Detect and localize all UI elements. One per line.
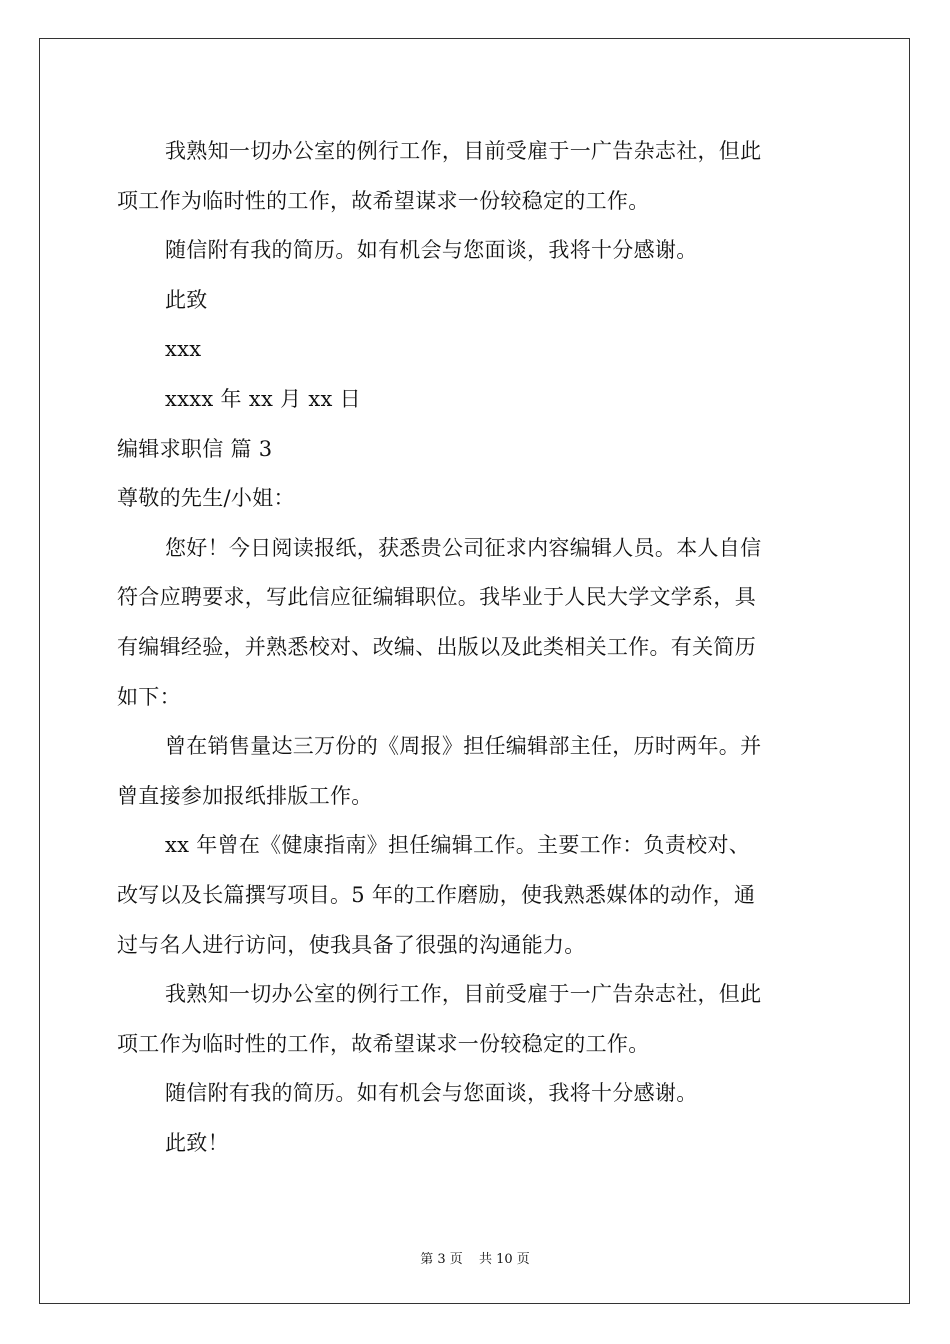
- text-line: 符合应聘要求，写此信应征编辑职位。我毕业于人民大学文学系，具: [117, 585, 756, 610]
- text-line: 随信附有我的简历。如有机会与您面谈，我将十分感谢。: [165, 1081, 698, 1106]
- text-line: 随信附有我的简历。如有机会与您面谈，我将十分感谢。: [165, 238, 698, 263]
- text-line: 项工作为临时性的工作，故希望谋求一份较稳定的工作。: [117, 1031, 650, 1056]
- text-line: 我熟知一切办公室的例行工作，目前受雇于一广告杂志社，但此: [165, 139, 762, 163]
- text-line: 曾直接参加报纸排版工作。: [117, 783, 373, 808]
- text-line: xxx: [165, 337, 202, 362]
- page-footer: [0, 1248, 950, 1267]
- page-number-current: 第 3 页: [420, 1252, 463, 1267]
- text-line: 项工作为临时性的工作，故希望谋求一份较稳定的工作。: [117, 188, 650, 213]
- text-line: xx 年曾在《健康指南》担任编辑工作。主要工作：负责校对、: [165, 833, 751, 858]
- text-line: 您好！今日阅读报纸，获悉贵公司征求内容编辑人员。本人自信: [165, 535, 762, 560]
- text-line: 此致！: [165, 1130, 229, 1155]
- text-line: 我熟知一切办公室的例行工作，目前受雇于一广告杂志社，但此: [165, 982, 762, 1007]
- text-line: 此致: [165, 287, 208, 312]
- text-line: 有编辑经验，并熟悉校对、改编、出版以及此类相关工作。有关简历: [117, 634, 756, 659]
- page-number-total: 共 10 页: [478, 1252, 530, 1267]
- text-line: 改写以及长篇撰写项目。5 年的工作磨励，使我熟悉媒体的动作，通: [117, 882, 756, 907]
- document-body: [117, 127, 837, 1168]
- text-line: 编辑求职信 篇 3: [117, 436, 273, 461]
- text-line: xxxx 年 xx 月 xx 日: [165, 386, 361, 411]
- text-line: 如下：: [117, 684, 181, 709]
- text-line: 尊敬的先生/小姐：: [117, 486, 295, 511]
- text-line: 曾在销售量达三万份的《周报》担任编辑部主任，历时两年。并: [165, 734, 762, 759]
- text-line: 过与名人进行访问，使我具备了很强的沟通能力。: [117, 932, 586, 957]
